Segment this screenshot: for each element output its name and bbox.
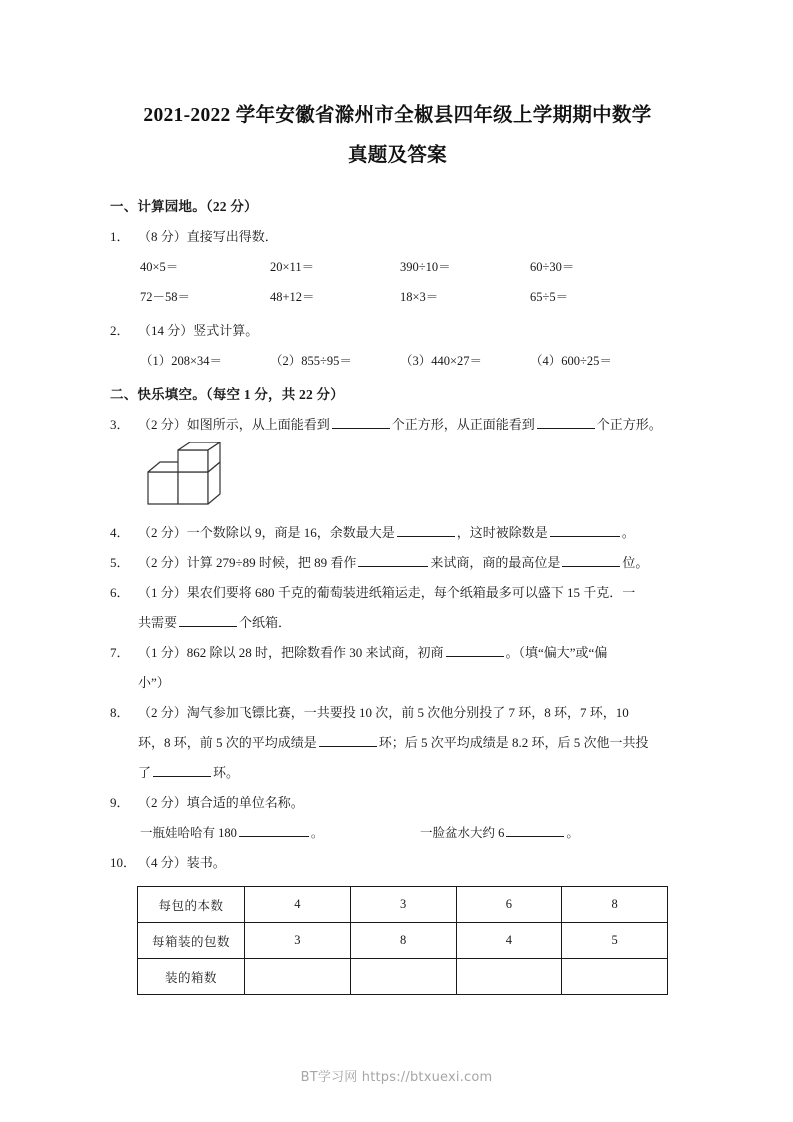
table-row-header: 每箱装的包数	[138, 923, 245, 959]
table-cell[interactable]: 8	[562, 887, 668, 923]
question-7-line-2: 小”）	[138, 675, 170, 690]
question-10-number: 10．	[110, 855, 137, 870]
table-row-header: 装的箱数	[138, 959, 245, 995]
question-2-number: 2．	[110, 323, 130, 338]
question-4-part-2: ，这时被除数是	[456, 525, 548, 540]
table-cell[interactable]	[350, 959, 456, 995]
question-5-part-3: 位。	[622, 555, 649, 570]
question-6-part-3: 个纸箱．	[239, 615, 292, 630]
expression: 48+12＝	[270, 290, 315, 304]
question-8-line-3	[138, 758, 685, 788]
stacked-cubes-figure	[110, 442, 685, 514]
question-7	[110, 638, 685, 698]
question-3-number: 3．	[110, 417, 130, 432]
question-7-number: 7．	[110, 645, 130, 660]
question-2-text: （14 分）竖式计算。	[138, 323, 259, 338]
page-title	[110, 96, 685, 176]
expression: 20×11＝	[270, 260, 315, 274]
table-cell[interactable]: 3	[245, 923, 351, 959]
question-5-part-1: （2 分）计算 279÷89 时候，把 89 看作	[138, 555, 357, 570]
answer-blank[interactable]	[446, 643, 504, 657]
question-8	[110, 698, 685, 788]
answer-blank[interactable]	[358, 553, 428, 567]
question-1-number: 1．	[110, 229, 130, 244]
question-7-part-2: 。（填“偏大”或“偏	[505, 645, 608, 660]
question-1-row-1	[110, 252, 685, 282]
question-6-part-2: 共需要	[138, 615, 178, 630]
question-6-number: 6．	[110, 585, 130, 600]
answer-blank[interactable]	[153, 763, 211, 777]
question-9-item-2	[420, 818, 579, 848]
expression: 390÷10＝	[400, 260, 451, 274]
question-8-line-2	[138, 728, 685, 758]
question-9-item-2-label: 一脸盆水大约 6	[420, 826, 505, 840]
question-3-part-2: 个正方形，从正面能看到	[391, 417, 535, 432]
answer-blank[interactable]	[537, 415, 595, 429]
table-cell[interactable]: 4	[456, 923, 562, 959]
question-9-item-1-label: 一瓶娃哈哈有 180	[140, 826, 237, 840]
page-content	[110, 96, 685, 995]
question-9-number: 9．	[110, 795, 130, 810]
question-4-number: 4．	[110, 525, 130, 540]
expression: （3）440×27＝	[400, 354, 483, 368]
question-6-line-1: （1 分）果农们要将 680 千克的葡萄装进纸箱运走，每个纸箱最多可以盛下 15 千克．一	[138, 585, 636, 600]
question-3-part-3: 个正方形。	[596, 417, 662, 432]
footer-watermark-text: BT学习网 https://btxuexi.com	[300, 1070, 493, 1085]
question-8-part-2b: 环；后 5 次平均成绩是 8.2 环，后 5 次他一共投	[378, 735, 649, 750]
question-8-part-3b: 环。	[213, 765, 240, 780]
table-cell[interactable]: 5	[562, 923, 668, 959]
question-10-text: （4 分）装书。	[138, 855, 226, 870]
question-9-item-2-end: 。	[566, 826, 579, 840]
question-8-line-1: （2 分）淘气参加飞镖比赛，一共要投 10 次，前 5 次他分别投了 7 环，8 环，7 环，10	[138, 705, 629, 720]
question-5-number: 5．	[110, 555, 130, 570]
question-1-text: （8 分）直接写出得数．	[138, 229, 278, 244]
table-cell[interactable]: 6	[456, 887, 562, 923]
question-6-line-2	[138, 608, 685, 638]
table-row	[138, 959, 668, 995]
expression: 72－58＝	[140, 290, 191, 304]
section-heading-2: 二、快乐填空。（每空 1 分，共 22 分）	[110, 387, 344, 402]
question-5	[110, 548, 685, 578]
question-4-part-1: （2 分）一个数除以 9，商是 16，余数最大是	[138, 525, 395, 540]
question-5-text	[138, 548, 685, 578]
page-title-line2: 真题及答案	[347, 145, 447, 166]
question-7-part-1: （1 分）862 除以 28 时，把除数看作 30 来试商，初商	[138, 645, 444, 660]
question-9-text: （2 分）填合适的单位名称。	[138, 795, 304, 810]
page-title-line1: 2021-2022 学年安徽省滁州市全椒县四年级上学期期中数学	[143, 105, 652, 126]
question-9-item-1-end: 。	[310, 826, 324, 840]
question-3	[110, 410, 685, 440]
section-heading-1: 一、计算园地。（22 分）	[110, 199, 258, 214]
question-2-items	[110, 346, 685, 376]
page-footer	[0, 1066, 793, 1085]
question-4-text	[138, 518, 685, 548]
book-packing-table	[137, 886, 668, 995]
question-9-item-1	[140, 818, 420, 848]
question-5-part-2: 来试商，商的最高位是	[430, 555, 561, 570]
table-cell[interactable]	[562, 959, 668, 995]
expression: 60÷30＝	[530, 260, 575, 274]
question-4	[110, 518, 685, 548]
answer-blank[interactable]	[550, 523, 620, 537]
question-8-part-3a: 了	[138, 765, 152, 780]
expression: 18×3＝	[400, 290, 439, 304]
table-row	[138, 887, 668, 923]
question-4-part-3: 。	[621, 525, 635, 540]
table-cell[interactable]	[245, 959, 351, 995]
expression: 40×5＝	[140, 260, 179, 274]
question-1	[110, 222, 685, 252]
table-cell[interactable]	[456, 959, 562, 995]
answer-blank[interactable]	[332, 415, 390, 429]
question-8-number: 8．	[110, 705, 130, 720]
question-6	[110, 578, 685, 638]
answer-blank[interactable]	[239, 823, 309, 837]
expression: （2）855÷95＝	[270, 354, 352, 368]
question-1-row-2	[110, 282, 685, 312]
question-3-part-1: （2 分）如图所示，从上面能看到	[138, 417, 330, 432]
expression: 65÷5＝	[530, 290, 569, 304]
answer-blank[interactable]	[319, 733, 377, 747]
question-9	[110, 788, 685, 818]
table-row-header: 每包的本数	[138, 887, 245, 923]
table-cell[interactable]: 4	[245, 887, 351, 923]
table-cell[interactable]: 8	[350, 923, 456, 959]
question-7-line-1	[138, 638, 685, 668]
question-8-part-2a: 环，8 环，前 5 次的平均成绩是	[138, 735, 317, 750]
table-row	[138, 923, 668, 959]
answer-blank[interactable]	[562, 553, 620, 567]
question-3-text	[138, 410, 685, 440]
answer-blank[interactable]	[179, 613, 237, 627]
expression: （1）208×34＝	[140, 354, 223, 368]
question-9-items	[110, 818, 685, 848]
question-2	[110, 316, 685, 346]
answer-blank[interactable]	[506, 823, 564, 837]
question-10	[110, 848, 685, 878]
expression: （4）600÷25＝	[530, 354, 612, 368]
table-cell[interactable]: 3	[350, 887, 456, 923]
answer-blank[interactable]	[397, 523, 455, 537]
